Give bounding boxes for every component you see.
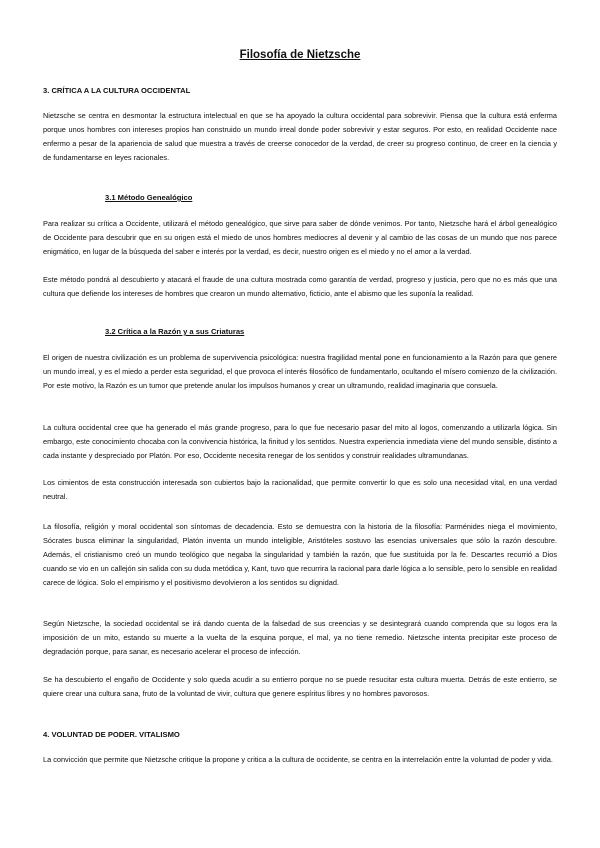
document-title: Filosofía de Nietzsche xyxy=(239,49,361,61)
section-3-2-paragraph-4: La filosofía, religión y moral occidental son síntomas de decadencia. Esto se demuestra con la historia de la filosofía: Parménides niega el movimiento, Sócrates busca eliminar la singularidad, Platón inventa un mundo inteligible, Aristóteles sostuvo las esencias universales que sólo la razón descubre. Además, el cristianismo creó un mundo teológico que negaba la singularidad y también la razón, que fue sustituida por la fe. Descartes recurrió a Dios cuando se vio en un callejón sin salida con su duda metódica y, Kant, tuvo que recurrira la racional para darle lógica a lo sensible, pero lo sensible en realidad carece de lógica. Solo el empirismo y el positivismo devolvieron a los sentidos su dignidad. xyxy=(43,522,557,587)
section-3-1-heading: 3.1 Método Genealógico xyxy=(105,193,193,202)
section-3-1-paragraph-1: Para realizar su crítica a Occidente, utilizará el método genealógico, que sirve para saber de dónde venimos. Por tanto, Nietzsche hará el árbol genealógico de Occidente para descubrir que en su origen está el miedo de unos hombres mediocres al devenir y al cambio de las cosas de un mundo que nos parece enigmático, en lugar de la búsqueda del saber e interés por la verdad, es decir, nuestro origen es el miedo y no el amor a la verdad. xyxy=(43,219,557,256)
section-3-2-paragraph-3: Los cimientos de esta construcción interesada son cubiertos bajo la racionalidad, que permite convertir lo que es solo una necesidad vital, en una verdad neutral. xyxy=(43,478,557,501)
section-3-2-paragraph-1: El origen de nuestra civilización es un problema de supervivencia psicológica: nuestra fragilidad mental pone en funcionamiento a la Razón para que genere un mundo irreal, y es el miedo a perder esta seguridad, el que provoca el interés filosófico de fundamentarlo, ocultando el mísero comienzo de la civilización. Por este motivo, la Razón es un tumor que pretende anular los impulsos humanos y crear un ultramundo, realidad imaginaria que consuela. xyxy=(43,353,557,390)
section-3-2-paragraph-6: Se ha descubierto el engaño de Occidente y solo queda acudir a su entierro porque no se puede resucitar esta cultura muerta. Detrás de este entierro, se quiere crear una cultura sana, fruto de la voluntad de vivir, cultura que genere espíritus libres y no hombres pavorosos. xyxy=(43,675,557,698)
section-3-2-paragraph-5: Según Nietzsche, la sociedad occidental se irá dando cuenta de la falsedad de sus creencias y se desintegrará cuando comprenda que su logos era la imposición de un mito, estando su muerte a la vuelta de la esquina porque, el mal, ya no tiene remedio. Nietzsche intenta precipitar este proceso de degradación porque, para sanar, es necesario acelerar el proceso de infección. xyxy=(43,619,557,656)
section-4-heading: 4. VOLUNTAD DE PODER. VITALISMO xyxy=(43,730,180,739)
section-3-heading: 3. CRÍTICA A LA CULTURA OCCIDENTAL xyxy=(43,86,191,95)
section-3-2-heading: 3.2 Crítica a la Razón y a sus Criaturas xyxy=(105,327,245,336)
section-3-2-paragraph-2: La cultura occidental cree que ha generado el más grande progreso, para lo que fue necesario pasar del mito al logos, comenzando a utilizarla lógica. Sin embargo, este conocimiento chocaba con la convivencia histórica, la finitud y los sentidos. Nuestra experiencia inmediata viene del mundo sensible, distinto a cada instante y despreciado por Platón. Por eso, Occidente necesita renegar de los sentidos y construir realidades ultramundanas. xyxy=(43,423,557,460)
section-4-paragraph-1: La convicción que permite que Nietzsche critique la propone y critica a la cultura de occidente, se centra en la interrelación entre la voluntad de poder y vida. xyxy=(43,755,553,764)
section-3-1-paragraph-2: Este método pondrá al descubierto y atacará el fraude de una cultura mostrada como garantía de verdad, progreso y justicia, pero que no es más que una cultura que defiende los intereses de hombres que crearon un mundo alternativo, ficticio, ante el abismo que les suponía la realidad. xyxy=(43,275,557,298)
section-3-intro-paragraph: Nietzsche se centra en desmontar la estructura intelectual en que se ha apoyado la cultura occidental para sobrevivir. Piensa que la cultura está enferma porque unos hombres con intereses propios han construido un mundo irreal donde poder sobrevivir y estar seguros. Por esto, en realidad Occidente nace enfermo a pesar de la apariencia de salud que muestra a través de creerse conocedor de la verdad, de creer su progreso continuo, de creer en la ciencia y de fundamentarse en leyes racionales. xyxy=(43,111,557,162)
